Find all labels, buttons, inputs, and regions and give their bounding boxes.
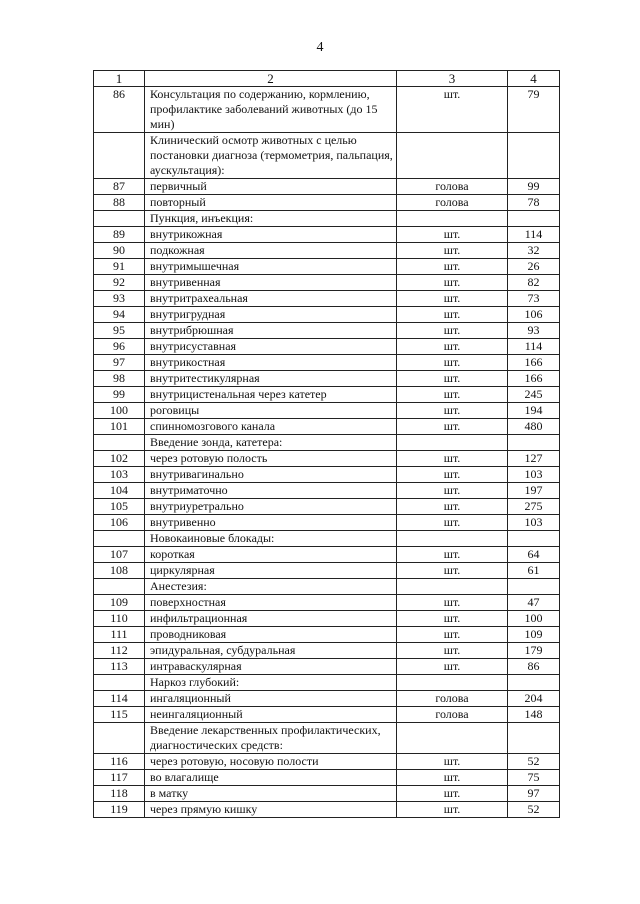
table-row (94, 419, 560, 435)
price-cell: 52 (508, 754, 560, 770)
price-cell: 179 (508, 643, 560, 659)
service-name: внутрицистенальная через катетер (145, 387, 397, 403)
unit-cell: шт. (397, 259, 508, 275)
row-number: 103 (94, 467, 145, 483)
price-cell: 148 (508, 707, 560, 723)
price-cell (508, 531, 560, 547)
header-col-1: 1 (94, 71, 145, 87)
row-number: 104 (94, 483, 145, 499)
price-cell: 127 (508, 451, 560, 467)
price-cell (508, 675, 560, 691)
row-number (94, 133, 145, 179)
unit-cell (397, 435, 508, 451)
price-cell: 204 (508, 691, 560, 707)
unit-cell: шт. (397, 355, 508, 371)
service-name: неингаляционный (145, 707, 397, 723)
service-name: интраваскулярная (145, 659, 397, 675)
service-name: внутриуретрально (145, 499, 397, 515)
table-row (94, 467, 560, 483)
unit-cell: шт. (397, 323, 508, 339)
table-row (94, 387, 560, 403)
service-name: внутриматочно (145, 483, 397, 499)
unit-cell: шт. (397, 770, 508, 786)
unit-cell: голова (397, 707, 508, 723)
price-cell: 106 (508, 307, 560, 323)
unit-cell (397, 579, 508, 595)
service-name: внутривенная (145, 275, 397, 291)
service-name: короткая (145, 547, 397, 563)
price-cell: 93 (508, 323, 560, 339)
price-cell: 275 (508, 499, 560, 515)
table-header-row (94, 71, 560, 87)
table-row (94, 627, 560, 643)
unit-cell (397, 133, 508, 179)
table-row (94, 323, 560, 339)
unit-cell (397, 211, 508, 227)
service-name: внутрибрюшная (145, 323, 397, 339)
service-name: внутрисуставная (145, 339, 397, 355)
unit-cell (397, 675, 508, 691)
price-cell: 166 (508, 371, 560, 387)
price-cell: 47 (508, 595, 560, 611)
unit-cell: шт. (397, 547, 508, 563)
unit-cell: голова (397, 179, 508, 195)
price-cell: 78 (508, 195, 560, 211)
section-heading-row (94, 531, 560, 547)
row-number: 100 (94, 403, 145, 419)
table-row (94, 659, 560, 675)
service-name: поверхностная (145, 595, 397, 611)
service-name: циркулярная (145, 563, 397, 579)
unit-cell: шт. (397, 291, 508, 307)
unit-cell: шт. (397, 483, 508, 499)
unit-cell: голова (397, 195, 508, 211)
service-name: внутривенно (145, 515, 397, 531)
table-row (94, 802, 560, 818)
row-number: 116 (94, 754, 145, 770)
row-number: 87 (94, 179, 145, 195)
row-number: 92 (94, 275, 145, 291)
table-row (94, 291, 560, 307)
price-cell (508, 133, 560, 179)
unit-cell: шт. (397, 467, 508, 483)
service-name: Анестезия: (145, 579, 397, 595)
header-col-3: 3 (397, 71, 508, 87)
price-cell: 480 (508, 419, 560, 435)
table-row (94, 515, 560, 531)
service-name: Клинический осмотр животных с целью постановки диагноза (термометрия, пальпация, аускультация): (145, 133, 397, 179)
service-name: первичный (145, 179, 397, 195)
price-cell: 79 (508, 87, 560, 133)
table-row (94, 499, 560, 515)
unit-cell: шт. (397, 371, 508, 387)
unit-cell: шт. (397, 563, 508, 579)
price-cell: 26 (508, 259, 560, 275)
row-number: 99 (94, 387, 145, 403)
row-number: 101 (94, 419, 145, 435)
unit-cell: шт. (397, 595, 508, 611)
row-number: 94 (94, 307, 145, 323)
price-cell: 114 (508, 227, 560, 243)
table-row (94, 643, 560, 659)
table-row (94, 179, 560, 195)
price-cell: 61 (508, 563, 560, 579)
unit-cell: шт. (397, 515, 508, 531)
price-cell (508, 579, 560, 595)
unit-cell: шт. (397, 786, 508, 802)
service-name: внутримышечная (145, 259, 397, 275)
price-cell (508, 723, 560, 754)
service-name: Введение лекарственных профилактических, диагностических средств: (145, 723, 397, 754)
price-table (93, 70, 560, 818)
unit-cell: шт. (397, 275, 508, 291)
price-cell: 245 (508, 387, 560, 403)
unit-cell: шт. (397, 499, 508, 515)
price-cell (508, 435, 560, 451)
service-name: спинномозгового канала (145, 419, 397, 435)
row-number: 93 (94, 291, 145, 307)
row-number: 96 (94, 339, 145, 355)
row-number: 108 (94, 563, 145, 579)
price-cell: 64 (508, 547, 560, 563)
row-number (94, 531, 145, 547)
price-cell: 99 (508, 179, 560, 195)
service-name: через ротовую, носовую полости (145, 754, 397, 770)
row-number (94, 211, 145, 227)
table-row (94, 227, 560, 243)
table-row (94, 595, 560, 611)
unit-cell: шт. (397, 451, 508, 467)
row-number: 112 (94, 643, 145, 659)
price-cell (508, 211, 560, 227)
service-name: внутригрудная (145, 307, 397, 323)
unit-cell: шт. (397, 339, 508, 355)
price-cell: 166 (508, 355, 560, 371)
row-number: 109 (94, 595, 145, 611)
unit-cell (397, 723, 508, 754)
row-number: 91 (94, 259, 145, 275)
row-number: 86 (94, 87, 145, 133)
table-row (94, 275, 560, 291)
section-heading-row (94, 435, 560, 451)
unit-cell: голова (397, 691, 508, 707)
service-name: Консультация по содержанию, кормлению, профилактике заболеваний животных (до 15 мин) (145, 87, 397, 133)
row-number: 118 (94, 786, 145, 802)
service-name: ингаляционный (145, 691, 397, 707)
unit-cell: шт. (397, 227, 508, 243)
unit-cell: шт. (397, 643, 508, 659)
service-name: роговицы (145, 403, 397, 419)
page-number: 4 (316, 40, 324, 55)
row-number (94, 435, 145, 451)
service-name: Новокаиновые блокады: (145, 531, 397, 547)
row-number (94, 675, 145, 691)
table-row (94, 483, 560, 499)
table-row (94, 707, 560, 723)
table-row (94, 259, 560, 275)
row-number: 106 (94, 515, 145, 531)
row-number: 97 (94, 355, 145, 371)
row-number: 105 (94, 499, 145, 515)
price-cell: 97 (508, 786, 560, 802)
table-row (94, 403, 560, 419)
unit-cell: шт. (397, 243, 508, 259)
price-cell: 109 (508, 627, 560, 643)
price-cell: 194 (508, 403, 560, 419)
service-name: Пункция, инъекция: (145, 211, 397, 227)
row-number: 111 (94, 627, 145, 643)
service-name: проводниковая (145, 627, 397, 643)
price-cell: 114 (508, 339, 560, 355)
service-name: Введение зонда, катетера: (145, 435, 397, 451)
row-number: 119 (94, 802, 145, 818)
row-number: 98 (94, 371, 145, 387)
row-number: 90 (94, 243, 145, 259)
table-row (94, 87, 560, 133)
row-number: 117 (94, 770, 145, 786)
row-number: 95 (94, 323, 145, 339)
table-row (94, 243, 560, 259)
service-name: повторный (145, 195, 397, 211)
unit-cell: шт. (397, 87, 508, 133)
row-number: 89 (94, 227, 145, 243)
price-cell: 52 (508, 802, 560, 818)
price-cell: 100 (508, 611, 560, 627)
unit-cell: шт. (397, 802, 508, 818)
table-row (94, 691, 560, 707)
unit-cell: шт. (397, 387, 508, 403)
unit-cell: шт. (397, 627, 508, 643)
unit-cell: шт. (397, 403, 508, 419)
table-row (94, 307, 560, 323)
table-row (94, 770, 560, 786)
section-heading-row (94, 723, 560, 754)
table-row (94, 611, 560, 627)
service-name: во влагалище (145, 770, 397, 786)
price-cell: 82 (508, 275, 560, 291)
service-name: Наркоз глубокий: (145, 675, 397, 691)
price-cell: 75 (508, 770, 560, 786)
unit-cell: шт. (397, 419, 508, 435)
unit-cell (397, 531, 508, 547)
price-cell: 32 (508, 243, 560, 259)
table-row (94, 754, 560, 770)
unit-cell: шт. (397, 754, 508, 770)
section-heading-row (94, 675, 560, 691)
table-row (94, 547, 560, 563)
row-number: 113 (94, 659, 145, 675)
row-number: 114 (94, 691, 145, 707)
row-number: 115 (94, 707, 145, 723)
table-row (94, 786, 560, 802)
service-name: внутритрахеальная (145, 291, 397, 307)
header-col-2: 2 (145, 71, 397, 87)
table-row (94, 451, 560, 467)
service-name: внутритестикулярная (145, 371, 397, 387)
row-number (94, 579, 145, 595)
section-heading-row (94, 579, 560, 595)
table-row (94, 371, 560, 387)
service-name: внутривагинально (145, 467, 397, 483)
price-cell: 73 (508, 291, 560, 307)
service-name: через ротовую полость (145, 451, 397, 467)
header-col-4: 4 (508, 71, 560, 87)
service-name: внутрикостная (145, 355, 397, 371)
service-name: в матку (145, 786, 397, 802)
service-name: эпидуральная, субдуральная (145, 643, 397, 659)
row-number: 110 (94, 611, 145, 627)
row-number: 88 (94, 195, 145, 211)
section-heading-row (94, 211, 560, 227)
table-row (94, 355, 560, 371)
section-heading-row (94, 133, 560, 179)
table-row (94, 339, 560, 355)
service-name: инфильтрационная (145, 611, 397, 627)
price-cell: 197 (508, 483, 560, 499)
row-number (94, 723, 145, 754)
table-row (94, 195, 560, 211)
price-cell: 103 (508, 467, 560, 483)
service-name: подкожная (145, 243, 397, 259)
service-name: через прямую кишку (145, 802, 397, 818)
row-number: 107 (94, 547, 145, 563)
unit-cell: шт. (397, 307, 508, 323)
service-name: внутрикожная (145, 227, 397, 243)
unit-cell: шт. (397, 659, 508, 675)
unit-cell: шт. (397, 611, 508, 627)
row-number: 102 (94, 451, 145, 467)
table-row (94, 563, 560, 579)
price-cell: 103 (508, 515, 560, 531)
price-cell: 86 (508, 659, 560, 675)
